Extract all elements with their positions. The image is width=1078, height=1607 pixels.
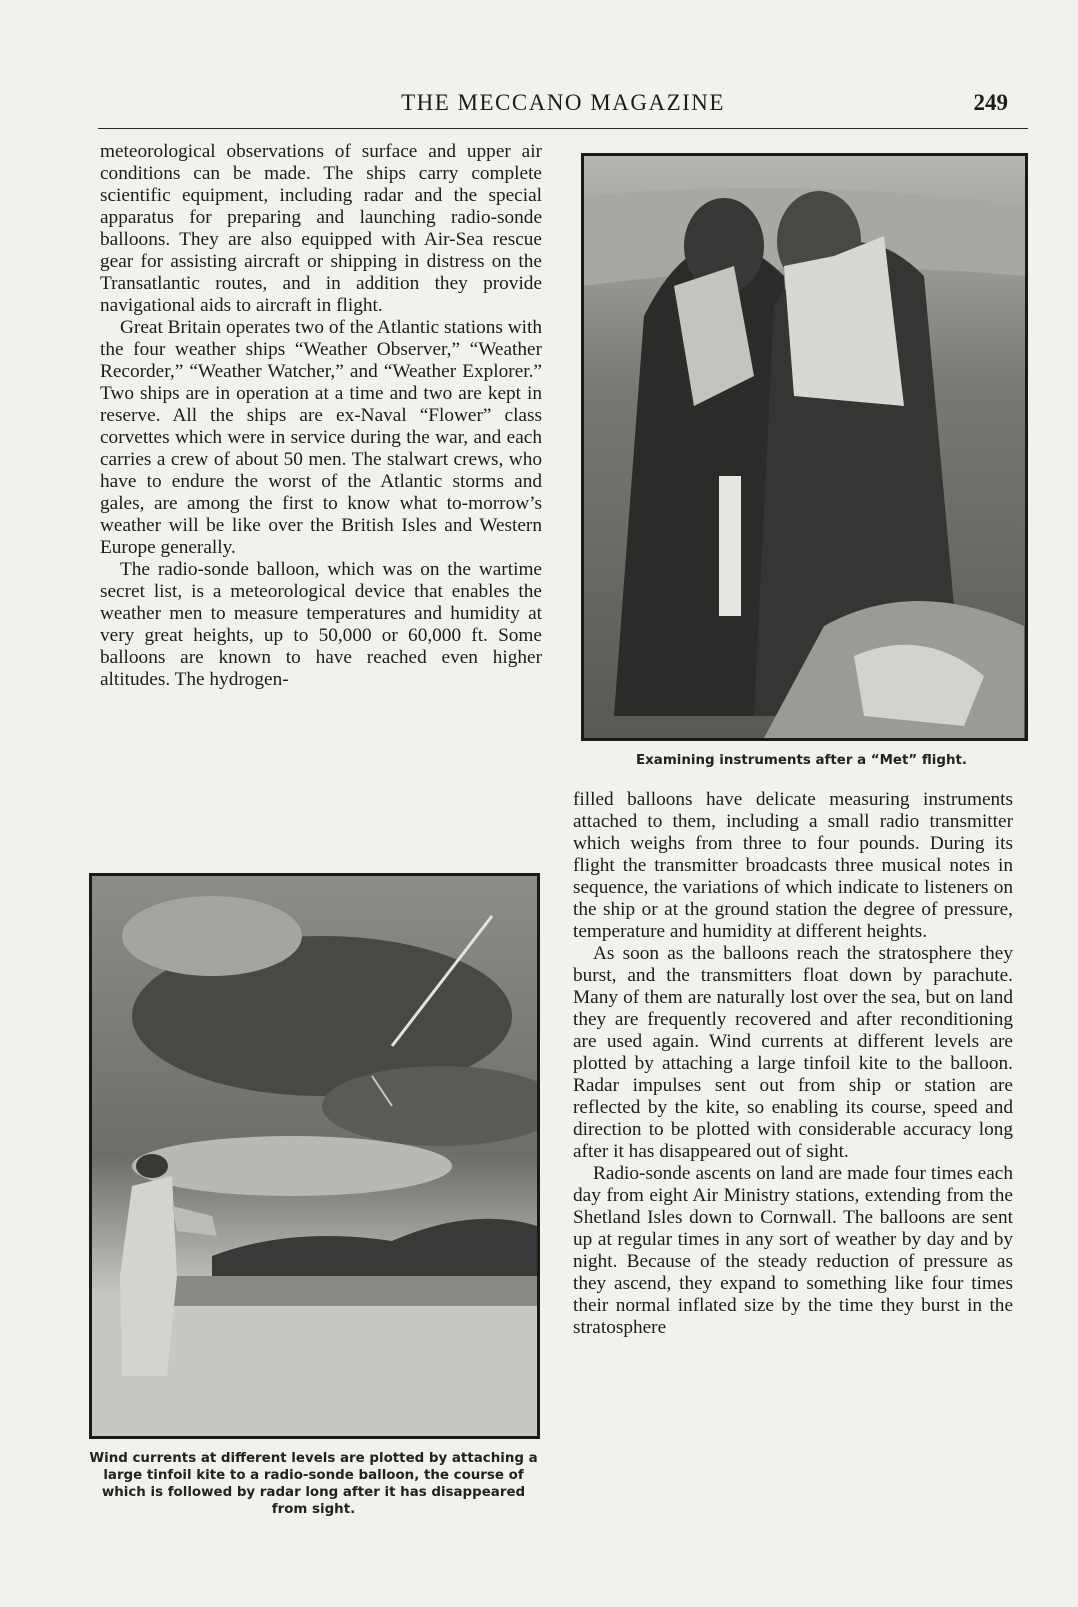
paragraph: Radio-sonde ascents on land are made four times each day from eight Air Ministry stations, extending from the Shetland Isles down to Cornwall. The balloons are sent up at regular times in any sort of weather by day and by night. Because of the steady reduction of pressure as they ascend, they expand to something like four times their normal inflated size by the time they burst in the stratosphere — [573, 1163, 1013, 1338]
page-header — [98, 84, 1028, 129]
magazine-title: THE MECCANO MAGAZINE — [401, 90, 725, 115]
paragraph: As soon as the balloons reach the stratosphere they burst, and the transmitters float down by parachute. Many of them are naturally lost over the sea, but on land they are frequently recovered and after reconditioning are used again. Wind currents at different levels are plotted by attaching a large tinfoil kite to the balloon. Radar impulses sent out from ship or station are reflected by the kite, so enabling its course, speed and direction to be plotted with considerable accuracy long after it has disappeared out of sight. — [573, 943, 1013, 1162]
met-flight-photo — [581, 153, 1028, 741]
page-number: 249 — [973, 90, 1008, 115]
left-column-text — [100, 141, 542, 691]
right-column-text — [573, 789, 1013, 1339]
paragraph: Great Britain operates two of the Atlantic stations with the four weather ships “Weather Observer,” “Weather Recorder,” “Weather Watcher,” and “Weather Explorer.” Two ships are in operation at a time and two are kept in reserve. All the ships are ex-Naval “Flower” class corvettes which were in service during the war, and each carries a crew of about 50 men. The stalwart crews, who have to endure the worst of the Atlantic storms and gales, are among the first to know what to-morrow’s weather will be like over the British Isles and Western Europe generally. — [100, 317, 542, 558]
balloon-launch-photo-image — [92, 876, 537, 1436]
balloon-photo-caption: Wind currents at different levels are plotted by attaching a large tinfoil kite to a radio-sonde balloon, the course of which is followed by radar long after it has disappeared from sight. — [89, 1451, 538, 1517]
met-photo-caption: Examining instruments after a “Met” flight. — [636, 753, 967, 768]
met-flight-photo-image — [584, 156, 1025, 738]
balloon-launch-photo — [89, 873, 540, 1439]
paragraph: meteorological observations of surface and upper air conditions can be made. The ships carry complete scientific equipment, including radar and the special apparatus for preparing and launching radio-sonde balloons. They are also equipped with Air-Sea rescue gear for assisting aircraft or shipping in distress on the Transatlantic routes, and in addition they provide navigational aids to aircraft in flight. — [100, 141, 542, 316]
paragraph: filled balloons have delicate measuring instruments attached to them, including a small radio transmitter which weighs from three to four pounds. During its flight the transmitter broadcasts three musical notes in sequence, the variations of which indicate to listeners on the ship or at the ground station the degree of pressure, temperature and humidity at different heights. — [573, 789, 1013, 942]
paragraph: The radio-sonde balloon, which was on the wartime secret list, is a meteorological device that enables the weather men to measure temperatures and humidity at very great heights, up to 50,000 or 60,000 ft. Some balloons are known to have reached even higher altitudes. The hydrogen- — [100, 559, 542, 690]
